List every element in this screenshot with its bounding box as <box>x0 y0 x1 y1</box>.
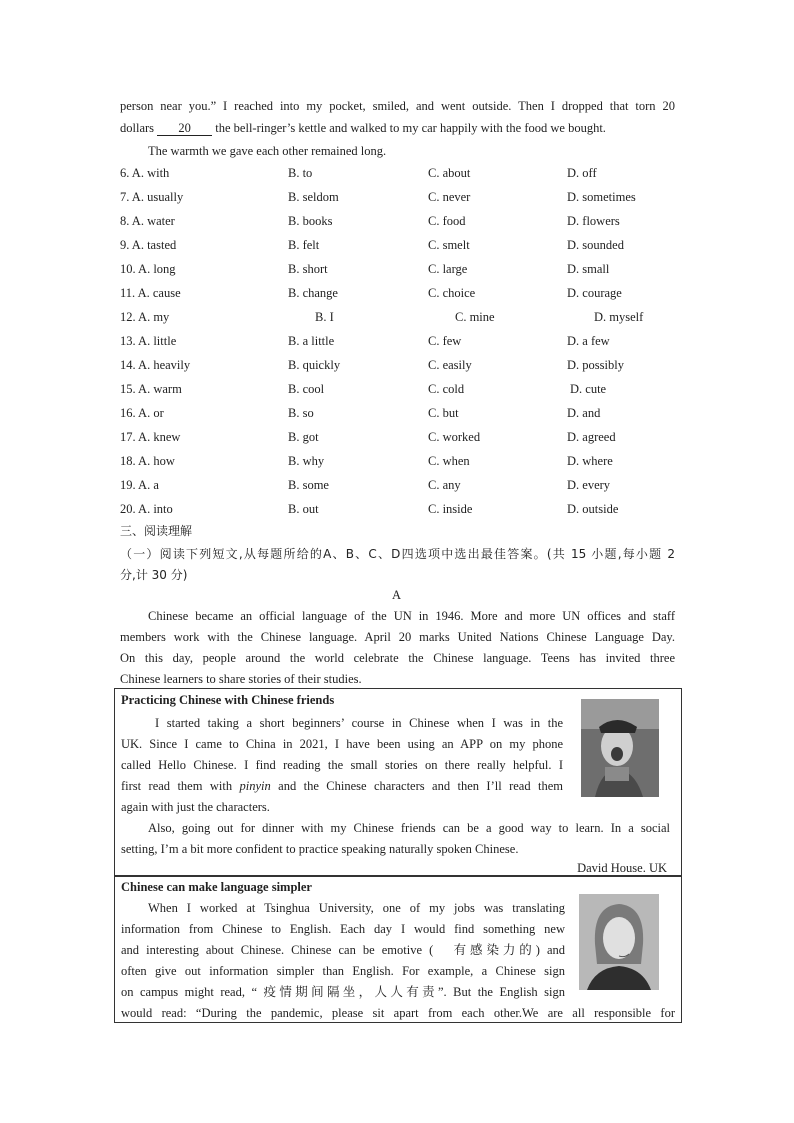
story2-line-3: and interesting about Chinese. Chinese can be emotive ( 有感染力的) and <box>121 943 565 957</box>
q14-option-a: 14. A. heavily <box>120 358 191 372</box>
q14-option-d: D. possibly <box>567 358 624 372</box>
q13-option-a: 13. A. little <box>120 334 177 348</box>
q20-option-b: B. out <box>288 502 319 516</box>
q6-option-c: C. about <box>428 166 471 180</box>
q20-option-c: C. inside <box>428 502 473 516</box>
q8-option-d: D. flowers <box>567 214 620 228</box>
story2-line-1: When I worked at Tsinghua University, one of my jobs was translating <box>148 901 565 915</box>
q15-option-b: B. cool <box>288 382 325 396</box>
q7-option-b: B. seldom <box>288 190 339 204</box>
q16-option-c: C. but <box>428 406 459 420</box>
q15-option-c: C. cold <box>428 382 465 396</box>
story1-line-1: I started taking a short beginners’ course in Chinese when I was in the <box>155 716 563 730</box>
story1-line-4-after: and the Chinese characters and then I’ll read them <box>278 779 563 793</box>
story1-line-2: UK. Since I came to China in 2021, I have been using an APP on my phone <box>121 737 563 751</box>
section-instruction-1: （一）阅读下列短文,从每题所给的A、B、C、D四选项中选出最佳答案。(共 15 小题,每小题 2 <box>120 547 675 561</box>
story2-line-2: information from Chinese to English. Each day I would find something new <box>121 922 565 936</box>
passage-line-2 <box>120 120 606 136</box>
q6-option-d: D. off <box>567 166 597 180</box>
q16-option-b: B. so <box>288 406 314 420</box>
story1-para2-line-1: Also, going out for dinner with my Chinese friends can be a good way to learn. In a social <box>148 821 670 835</box>
photo-woman <box>579 894 659 990</box>
q19-option-b: B. some <box>288 478 329 492</box>
q17-option-b: B. got <box>288 430 319 444</box>
intro-line-1: Chinese became an official language of the UN in 1946. More and more UN offices and staff <box>148 609 675 623</box>
q10-option-b: B. short <box>288 262 328 276</box>
photo-david-house <box>581 699 659 797</box>
story-box-2 <box>114 875 682 1023</box>
story2-line-4: often give out information simpler than English. For example, a Chinese sign <box>121 964 565 978</box>
pinyin-word: pinyin <box>239 779 271 793</box>
passage-line-2-after: the bell-ringer’s kettle and walked to my car happily with the food we bought. <box>215 121 606 135</box>
passage-line-3: The warmth we gave each other remained long. <box>148 144 387 158</box>
intro-line-2: members work with the Chinese language. April 20 marks United Nations Chinese Language Day. <box>120 630 675 644</box>
story1-line-5: again with just the characters. <box>121 800 270 814</box>
q13-option-b: B. a little <box>288 334 335 348</box>
q9-option-d: D. sounded <box>567 238 624 252</box>
story1-line-4 <box>121 778 563 794</box>
q13-option-d: D. a few <box>567 334 610 348</box>
q8-option-c: C. food <box>428 214 466 228</box>
q18-option-a: 18. A. how <box>120 454 175 468</box>
story1-line-4-before: first read them with <box>121 779 233 793</box>
q11-option-a: 11. A. cause <box>120 286 181 300</box>
q18-option-d: D. where <box>567 454 613 468</box>
cloze-blank-20: 20 <box>157 122 212 136</box>
q19-option-a: 19. A. a <box>120 478 159 492</box>
q15-option-a: 15. A. warm <box>120 382 182 396</box>
q19-option-d: D. every <box>567 478 611 492</box>
q7-option-a: 7. A. usually <box>120 190 184 204</box>
story2-line-6: would read: “During the pandemic, please sit apart from each other.We are all responsible for <box>121 1006 675 1020</box>
section-instruction-2: 分,计 30 分) <box>120 568 188 582</box>
passage-line-2-before: dollars <box>120 121 155 135</box>
q9-option-a: 9. A. tasted <box>120 238 177 252</box>
story-box-1 <box>114 688 682 877</box>
q12-option-d: D. myself <box>594 310 644 324</box>
q18-option-b: B. why <box>288 454 325 468</box>
q11-option-d: D. courage <box>567 286 622 300</box>
intro-line-4: Chinese learners to share stories of their studies. <box>120 672 362 686</box>
q8-option-a: 8. A. water <box>120 214 175 228</box>
story2-line-5: on campus might read, “ 疫情期间隔坐，人人有责”. But the English sign <box>121 985 565 999</box>
q6-option-a: 6. A. with <box>120 166 170 180</box>
q11-option-b: B. change <box>288 286 338 300</box>
intro-line-3: On this day, people around the world celebrate the Chinese language. Teens has invited three <box>120 651 675 665</box>
q15-option-d: D. cute <box>570 382 607 396</box>
q9-option-c: C. smelt <box>428 238 470 252</box>
section-title: 三、阅读理解 <box>120 524 193 538</box>
q12-option-b: B. I <box>315 310 334 324</box>
q13-option-c: C. few <box>428 334 462 348</box>
q17-option-a: 17. A. knew <box>120 430 181 444</box>
q20-option-a: 20. A. into <box>120 502 173 516</box>
q7-option-d: D. sometimes <box>567 190 636 204</box>
story1-signature: David House. UK <box>577 861 667 875</box>
q8-option-b: B. books <box>288 214 333 228</box>
q20-option-d: D. outside <box>567 502 619 516</box>
story-title-1: Practicing Chinese with Chinese friends <box>121 693 335 707</box>
passage-letter: A <box>392 588 402 602</box>
q17-option-c: C. worked <box>428 430 481 444</box>
q11-option-c: C. choice <box>428 286 476 300</box>
story-title-2: Chinese can make language simpler <box>121 880 312 894</box>
q17-option-d: D. agreed <box>567 430 616 444</box>
q16-option-a: 16. A. or <box>120 406 164 420</box>
q14-option-c: C. easily <box>428 358 472 372</box>
q6-option-b: B. to <box>288 166 313 180</box>
q10-option-d: D. small <box>567 262 610 276</box>
q10-option-a: 10. A. long <box>120 262 176 276</box>
q7-option-c: C. never <box>428 190 471 204</box>
q12-option-a: 12. A. my <box>120 310 170 324</box>
q18-option-c: C. when <box>428 454 470 468</box>
q10-option-c: C. large <box>428 262 468 276</box>
story1-line-3: called Hello Chinese. I find reading the small stories on there really helpful. I <box>121 758 563 772</box>
q19-option-c: C. any <box>428 478 461 492</box>
q12-option-c: C. mine <box>455 310 495 324</box>
story1-para2-line-2: setting, I’m a bit more confident to practice speaking naturally spoken Chinese. <box>121 842 519 856</box>
q9-option-b: B. felt <box>288 238 320 252</box>
q14-option-b: B. quickly <box>288 358 341 372</box>
q16-option-d: D. and <box>567 406 601 420</box>
passage-line-1: person near you.” I reached into my pocket, smiled, and went outside. Then I dropped that torn 20 <box>120 99 675 113</box>
